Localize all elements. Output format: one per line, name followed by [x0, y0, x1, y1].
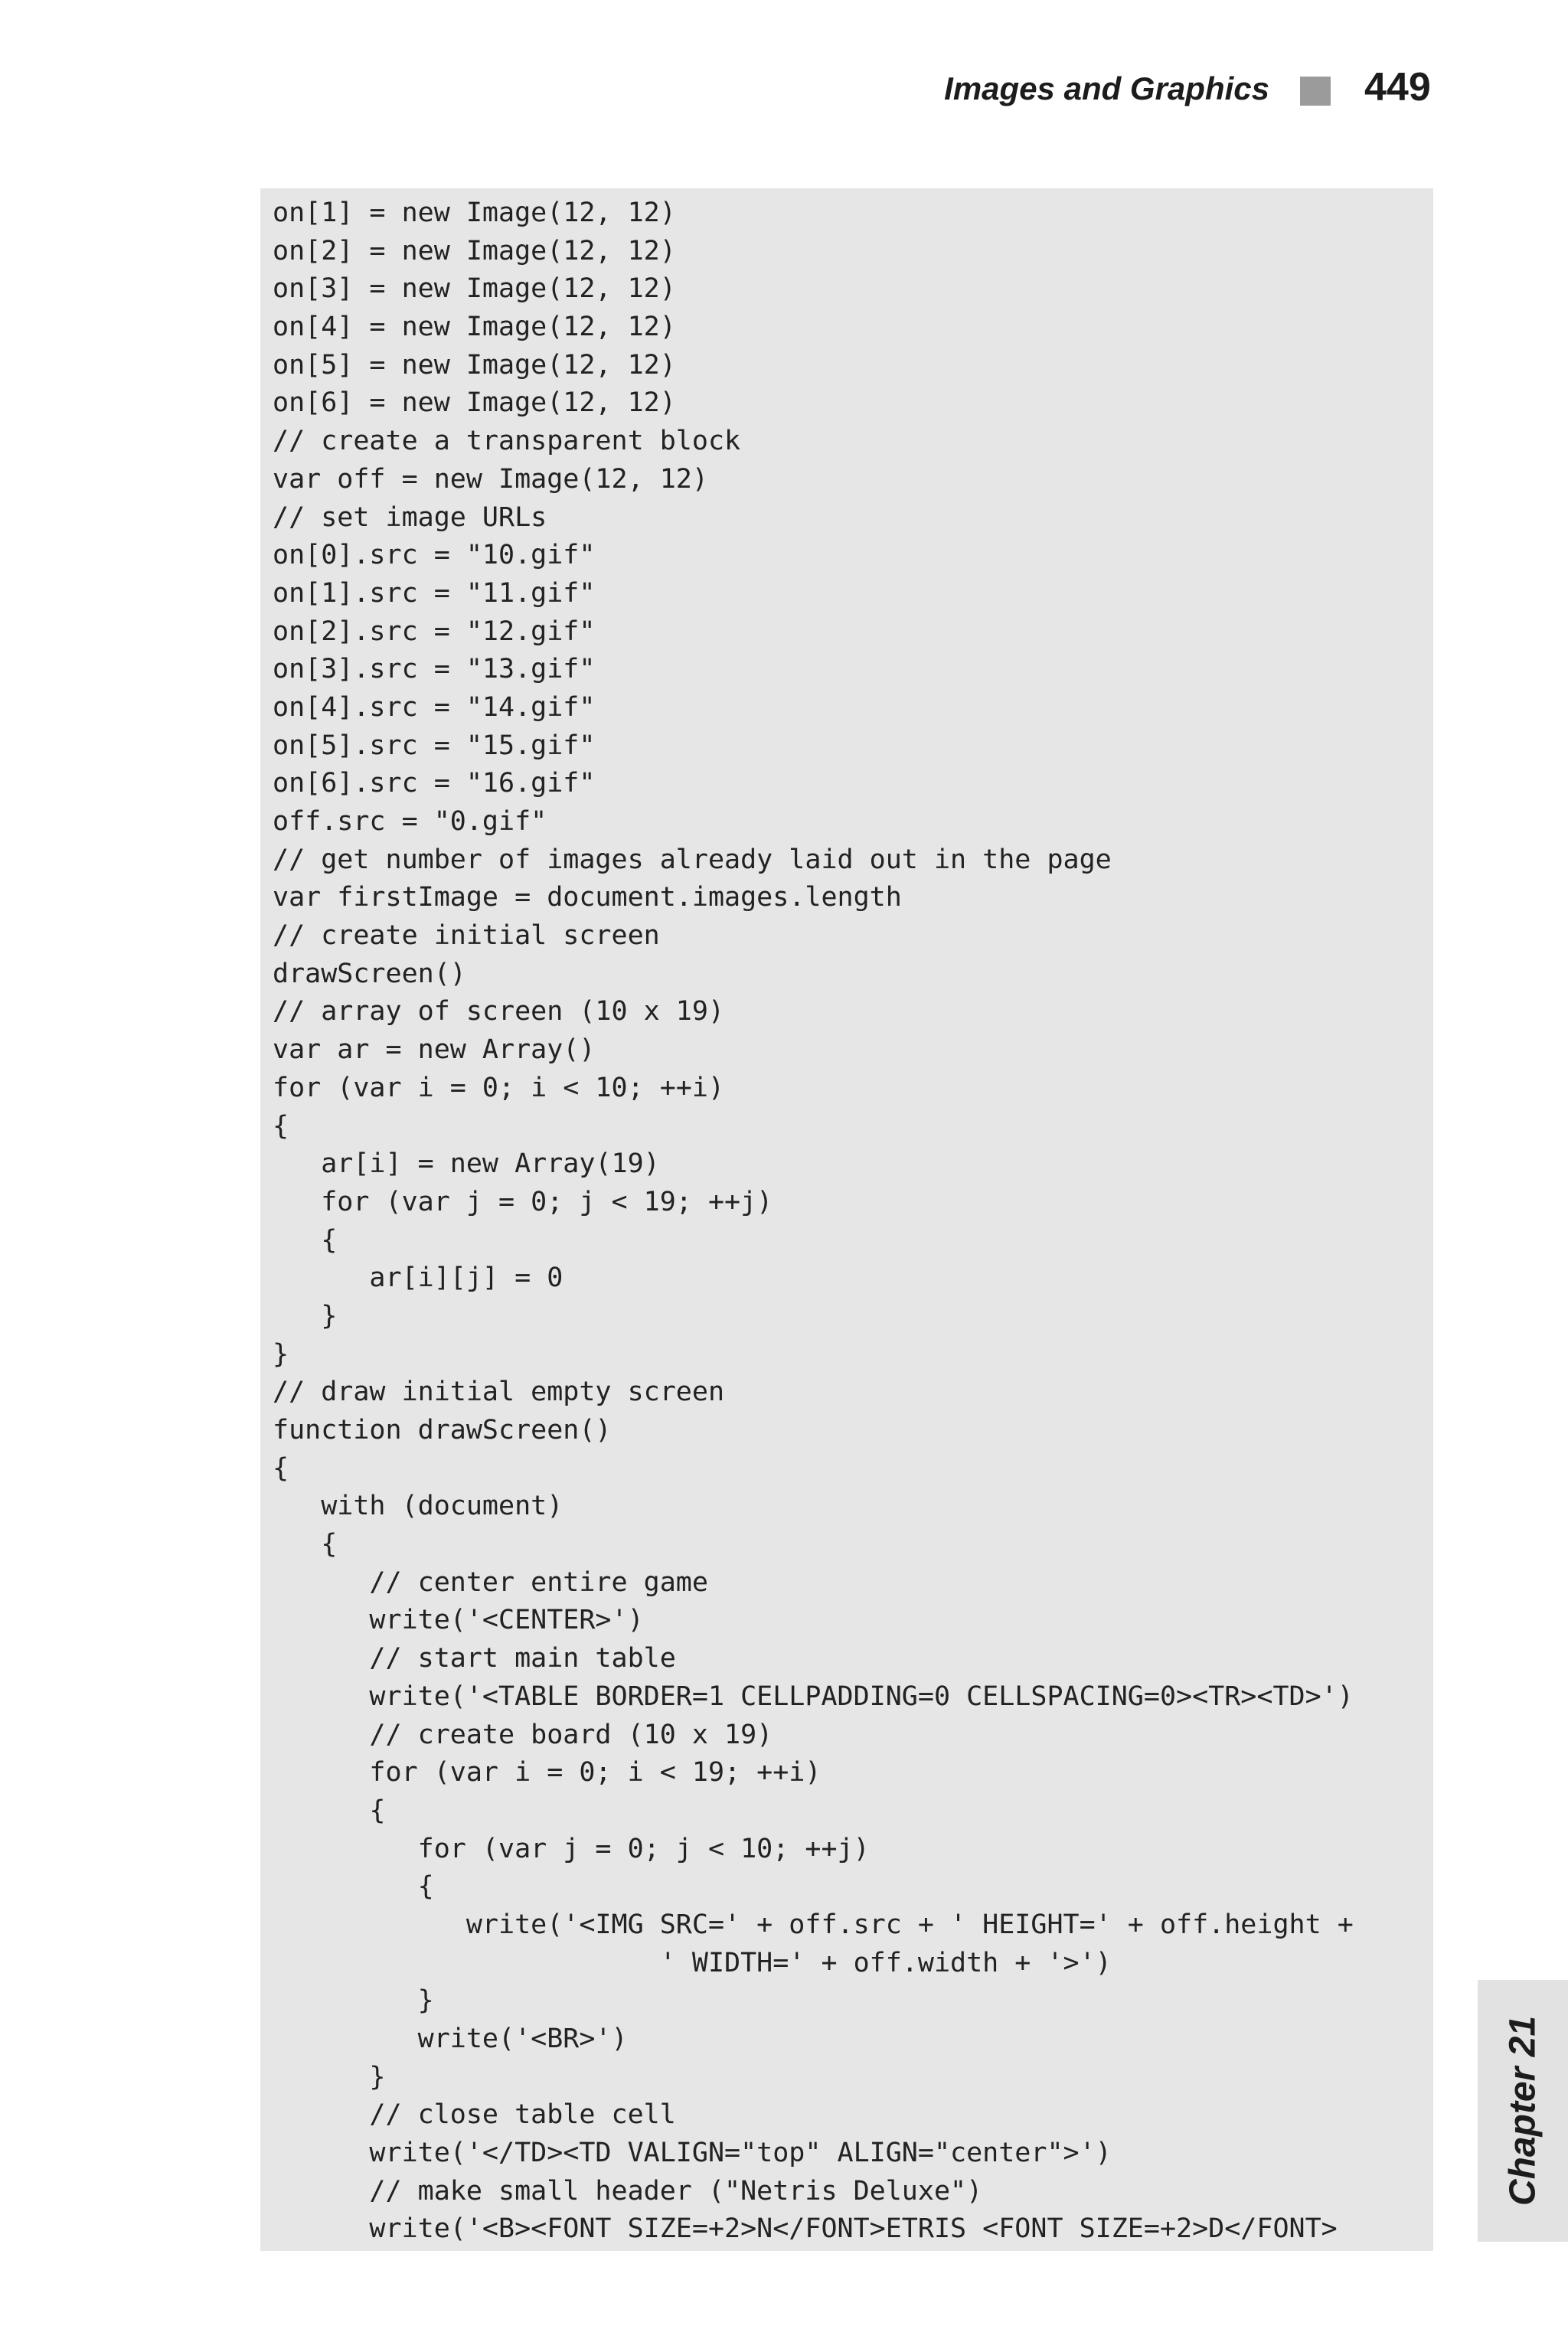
- code-line: on[2].src = "12.gif": [273, 616, 596, 647]
- code-line: }: [273, 1300, 338, 1331]
- code-line: with (document): [273, 1491, 564, 1522]
- running-head-title: Images and Graphics: [944, 70, 1269, 106]
- code-line: on[5].src = "15.gif": [273, 730, 596, 761]
- code-line: // create a transparent block: [273, 426, 741, 457]
- code-line: for (var j = 0; j < 19; ++j): [273, 1186, 773, 1217]
- code-line: var off = new Image(12, 12): [273, 463, 708, 495]
- code-line: on[3] = new Image(12, 12): [273, 273, 676, 305]
- code-line: }: [273, 1985, 434, 2017]
- code-line: on[4].src = "14.gif": [273, 691, 596, 723]
- code-line: function drawScreen(): [273, 1415, 612, 1446]
- code-line: }: [273, 2061, 386, 2092]
- code-line: for (var j = 0; j < 10; ++j): [273, 1833, 870, 1864]
- code-line: on[1].src = "11.gif": [273, 577, 596, 609]
- code-line: write('</TD><TD VALIGN="top" ALIGN="center">'): [273, 2138, 1112, 2169]
- code-line: // array of screen (10 x 19): [273, 996, 725, 1027]
- chapter-label: Chapter 21: [1502, 2015, 1544, 2207]
- page-header: [0, 63, 1439, 116]
- code-line: for (var i = 0; i < 10; ++i): [273, 1072, 725, 1103]
- code-line: ' WIDTH=' + off.width + '>'): [273, 1947, 1112, 1978]
- code-line: {: [273, 1224, 338, 1256]
- code-line: }: [273, 1338, 289, 1370]
- code-line: // close table cell: [273, 2099, 676, 2131]
- code-line: {: [273, 1529, 338, 1560]
- code-line: ar[i][j] = 0: [273, 1263, 564, 1294]
- code-line: {: [273, 1110, 289, 1142]
- code-line: write('<TABLE BORDER=1 CELLPADDING=0 CELLSPACING=0><TR><TD>'): [273, 1681, 1354, 1712]
- code-line: // get number of images already laid out in the page: [273, 844, 1112, 875]
- code-line: // create initial screen: [273, 920, 660, 952]
- header-square-marker: [1300, 77, 1331, 106]
- code-line: off.src = "0.gif": [273, 806, 547, 837]
- code-line: // make small header ("Netris Deluxe"): [273, 2175, 983, 2207]
- code-line: on[5] = new Image(12, 12): [273, 349, 676, 381]
- code-line: {: [273, 1452, 289, 1484]
- code-line: // set image URLs: [273, 501, 547, 533]
- code-line: on[3].src = "13.gif": [273, 654, 596, 685]
- code-line: ar[i] = new Array(19): [273, 1148, 660, 1180]
- chapter-thumb-tab: [1478, 1980, 1568, 2242]
- code-line: // center entire game: [273, 1566, 708, 1598]
- code-line: {: [273, 1795, 386, 1826]
- code-line: // create board (10 x 19): [273, 1719, 773, 1750]
- code-line: on[6] = new Image(12, 12): [273, 387, 676, 419]
- code-line: for (var i = 0; i < 19; ++i): [273, 1757, 822, 1788]
- code-line: on[0].src = "10.gif": [273, 540, 596, 571]
- code-line: on[2] = new Image(12, 12): [273, 235, 676, 266]
- code-line: drawScreen(): [273, 958, 466, 989]
- page-number: 449: [1364, 65, 1431, 109]
- code-line: on[1] = new Image(12, 12): [273, 198, 676, 228]
- code-line: var ar = new Array(): [273, 1034, 596, 1066]
- code-line: // draw initial empty screen: [273, 1377, 725, 1408]
- code-line: write('<B><FONT SIZE=+2>N</FONT>ETRIS <FONT SIZE=+2>D</FONT>: [273, 2213, 1338, 2245]
- code-line: write('<BR>'): [273, 2024, 628, 2054]
- code-line: on[4] = new Image(12, 12): [273, 312, 676, 343]
- code-line: {: [273, 1871, 434, 1903]
- code-line: write('<IMG SRC=' + off.src + ' HEIGHT=' + off.height +: [273, 1909, 1354, 1940]
- code-line: var firstImage = document.images.length: [273, 882, 902, 913]
- code-line: write('<CENTER>'): [273, 1605, 644, 1636]
- code-line: on[6].src = "16.gif": [273, 768, 596, 799]
- code-listing: [260, 188, 1433, 2251]
- code-line: // start main table: [273, 1643, 676, 1674]
